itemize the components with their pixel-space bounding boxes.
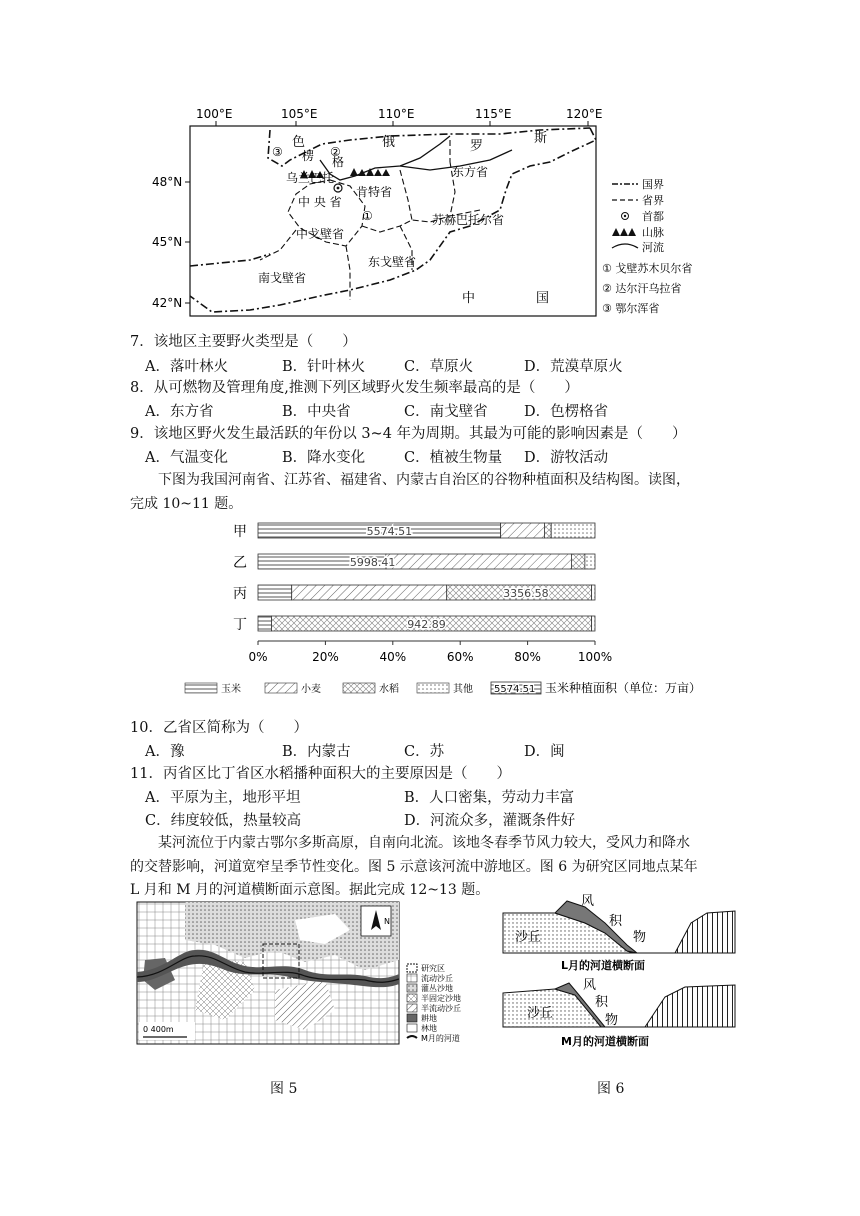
bar-segment-小麦 — [386, 554, 571, 569]
place-label: 肯特省 — [356, 185, 393, 199]
legend-entry: 其他 — [453, 684, 473, 695]
l-month-section — [503, 894, 735, 972]
m-month-section — [503, 978, 735, 1048]
bar-segment-小麦 — [292, 585, 447, 600]
option[interactable]: B．人口密集，劳动力丰富 — [404, 790, 575, 806]
map-frame — [190, 126, 596, 316]
question-stem: 7．该地区主要野火类型是（ ） — [130, 334, 357, 350]
grain-structure-chart — [221, 515, 702, 700]
place-label: 楞 — [302, 149, 315, 163]
north-label: N — [384, 917, 390, 926]
option[interactable]: C．植被生物量 — [404, 450, 503, 466]
place-label: 中戈壁省 — [296, 227, 345, 241]
corn-area-label: 5574.51 — [366, 525, 413, 538]
x-tick-label: 20% — [312, 650, 339, 664]
national-border — [190, 128, 596, 312]
legend-entry: 水稻 — [379, 684, 399, 695]
option[interactable]: C．纬度较低，热量较高 — [145, 813, 302, 829]
section-label: 沙丘 — [515, 930, 542, 945]
place-label: 俄 — [382, 135, 396, 150]
corn-area-label: 5998.41 — [349, 556, 396, 569]
section-label: 物 — [633, 930, 647, 945]
place-label: 苏赫巴托尔省 — [432, 213, 505, 227]
option[interactable]: B．中央省 — [282, 404, 351, 420]
bar-segment-其他 — [551, 523, 595, 538]
option[interactable]: C．苏 — [404, 744, 445, 760]
svg-text:耕地: 耕地 — [421, 1014, 437, 1023]
option[interactable]: C．南戈壁省 — [404, 404, 488, 420]
option[interactable]: D．游牧活动 — [524, 450, 609, 466]
option[interactable]: A．平原为主，地形平坦 — [145, 790, 301, 806]
chart-legend — [185, 680, 701, 695]
intro-text: 下图为我国河南省、江苏省、福建省、内蒙古自治区的谷物种植面积及结构图。读图， — [158, 472, 690, 488]
intro-text: 的交替影响，河道宽窄呈季节性变化。图 5 示意该河流中游地区。图 6 为研究区同地点某年 — [130, 859, 698, 875]
svg-text:流动沙丘: 流动沙丘 — [421, 974, 453, 983]
section-label: 积 — [595, 995, 609, 1010]
map-legend — [602, 178, 692, 315]
category-label: 甲 — [233, 524, 247, 540]
svg-text:山脉: 山脉 — [642, 226, 664, 239]
option[interactable]: A．气温变化 — [145, 450, 228, 466]
intro-text: L 月和 M 月的河道横断面示意图。据此完成 12~13 题。 — [130, 882, 490, 898]
section-caption: L月的河道横断面 — [561, 959, 646, 972]
question-stem: 9．该地区野火发生最活跃的年份以 3~4 年为周期。其最为可能的影响因素是（ ） — [130, 426, 687, 442]
lon-label: 115°E — [475, 107, 512, 121]
corn-area-label: 942.89 — [407, 618, 446, 631]
scale-label: 0 400m — [143, 1025, 174, 1034]
option[interactable]: D．荒漠草原火 — [524, 359, 623, 375]
map-left-ticks — [185, 182, 190, 303]
svg-text:M月的河道: M月的河道 — [421, 1034, 460, 1043]
place-label: 东戈壁省 — [368, 255, 417, 269]
fig5-caption: 图 5 — [270, 1081, 298, 1097]
corn-area-label: 3356.58 — [503, 587, 549, 600]
category-label: 丁 — [233, 617, 247, 633]
bar-segment-玉米 — [258, 585, 292, 600]
svg-text:半固定沙地: 半固定沙地 — [421, 994, 461, 1003]
svg-text:林地: 林地 — [421, 1024, 437, 1033]
place-label: 罗 — [470, 139, 484, 154]
bar-segment-其他 — [585, 554, 595, 569]
legend-entry: 玉米 — [221, 684, 241, 695]
section-label: 沙丘 — [527, 1006, 554, 1021]
option[interactable]: A．落叶林火 — [145, 359, 228, 375]
section-caption: M月的河道横断面 — [561, 1035, 649, 1048]
fig6-caption: 图 6 — [597, 1081, 625, 1097]
place-label: 中 — [462, 291, 476, 306]
bar-segment-水稻 — [544, 523, 551, 538]
question-stem: 11．丙省区比丁省区水稻播种面积大的主要原因是（ ） — [130, 766, 511, 782]
place-label: 乌兰巴托 — [286, 171, 335, 185]
intro-text: 某河流位于内蒙古鄂尔多斯高原，自南向北流。该地冬春季节风力较大，受风力和降水 — [158, 835, 690, 851]
bar-segment-小麦 — [501, 523, 545, 538]
x-tick-label: 100% — [577, 650, 613, 664]
map-note: ① 戈壁苏木贝尔省 — [602, 262, 693, 275]
question-stem: 8．从可燃物及管理角度,推测下列区域野火发生频率最高的是（ ） — [130, 380, 579, 396]
x-tick-label: 80% — [514, 650, 541, 664]
section-label: 风 — [581, 894, 595, 909]
fig5-river-map — [135, 900, 485, 1050]
svg-text:灌丛沙地: 灌丛沙地 — [421, 984, 453, 993]
place-label: 中 央 省 — [298, 195, 342, 209]
lon-label: 120°E — [566, 107, 603, 121]
option[interactable]: D．闽 — [524, 744, 565, 760]
place-label: ③ — [272, 145, 283, 159]
svg-text:省界: 省界 — [642, 194, 664, 207]
svg-text:半流动沙丘: 半流动沙丘 — [421, 1004, 461, 1013]
lat-label: 48°N — [152, 175, 183, 189]
option[interactable]: D．河流众多，灌溉条件好 — [404, 813, 576, 829]
bar-segment-水稻 — [571, 554, 584, 569]
fig6-cross-sections — [495, 893, 740, 1058]
place-label: 南戈壁省 — [258, 271, 307, 285]
x-tick-label: 60% — [446, 650, 474, 664]
intro-text: 完成 10~11 题。 — [130, 496, 243, 512]
lon-label: 110°E — [378, 107, 415, 121]
legend-entry: 小麦 — [301, 684, 321, 695]
x-tick-label: 0% — [248, 650, 268, 664]
option[interactable]: B．内蒙古 — [282, 744, 351, 760]
legend-sample: 5574.51 — [494, 684, 536, 695]
svg-text:国界: 国界 — [642, 178, 664, 191]
map-note: ③ 鄂尔浑省 — [602, 302, 660, 315]
option[interactable]: D．色楞格省 — [524, 404, 609, 420]
option[interactable]: A．东方省 — [145, 404, 214, 420]
place-label: 国 — [536, 291, 550, 306]
category-label: 丙 — [233, 586, 247, 602]
x-tick-label: 40% — [379, 650, 407, 664]
bar-segment-玉米 — [258, 616, 271, 631]
section-label: 风 — [583, 978, 597, 993]
lat-label: 45°N — [152, 235, 183, 249]
bar-segment-其他 — [592, 616, 595, 631]
svg-text:河流: 河流 — [642, 241, 664, 254]
category-label: 乙 — [233, 555, 247, 571]
bar-segment-其他 — [592, 585, 595, 600]
option[interactable]: C．草原火 — [404, 359, 474, 375]
map-note: ② 达尔汗乌拉省 — [602, 282, 682, 295]
place-label: 色 — [292, 135, 306, 150]
section-label: 物 — [605, 1013, 619, 1028]
place-label: 格 — [332, 155, 345, 169]
mongolia-map — [150, 100, 740, 325]
lon-label: 105°E — [281, 107, 318, 121]
question-stem: 10．乙省区简称为（ ） — [130, 720, 308, 736]
lat-label: 42°N — [152, 296, 183, 310]
option[interactable]: A．豫 — [145, 744, 185, 760]
lon-label: 100°E — [196, 107, 233, 121]
option[interactable]: B．针叶林火 — [282, 359, 366, 375]
place-label: 斯 — [534, 131, 548, 146]
svg-text:首都: 首都 — [642, 210, 664, 223]
legend-note: 玉米种植面积（单位：万亩） — [545, 681, 702, 695]
place-label: ① — [362, 209, 373, 223]
place-label: ② — [330, 145, 341, 159]
fig5-legend — [407, 963, 461, 1043]
option[interactable]: B．降水变化 — [282, 450, 366, 466]
section-label: 积 — [609, 914, 623, 929]
place-label: 东方省 — [452, 165, 489, 179]
svg-text:研究区: 研究区 — [421, 964, 445, 973]
map-top-ticks — [216, 121, 588, 126]
